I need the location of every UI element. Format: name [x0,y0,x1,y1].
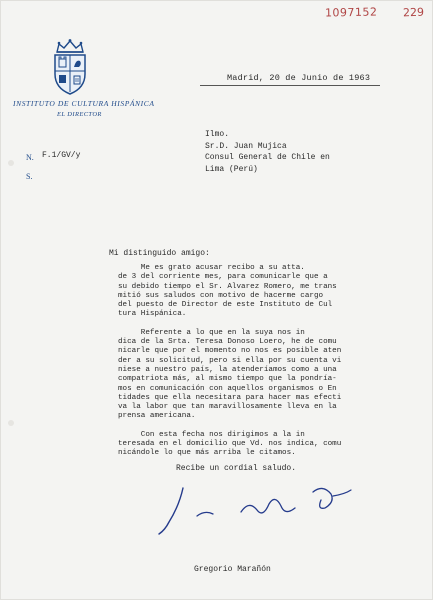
closing-line: Recibe un cordial saludo. [176,464,297,473]
director-label: EL DIRECTOR [57,111,102,118]
body-paragraph [118,431,388,459]
body-line: Referente a lo que en la suya nos in [118,328,305,337]
body-line: nicarle que por el momento no nos es posible aten [118,347,342,356]
body-line: teresada en el domicilio que Vd. nos indica, comu [118,440,342,449]
archive-page-number: 229 [402,5,425,20]
body-line: niese a nuestro país, la atenderíamos como a una [118,365,337,374]
date-underline [200,85,380,86]
punch-hole [8,160,14,166]
institute-name: INSTITUTO DE CULTURA HISPÁNICA [13,99,155,108]
body-line: Me es grato acusar recibo a su atta. [118,264,305,272]
salutation: Mi distinguido amigo: [109,249,210,258]
body-line: nicándole lo que más arriba le citamos. [118,449,296,458]
body-line: de 3 del corriente mes, para comunicarle que a [118,273,328,282]
reference-n-label: N. [26,153,34,162]
body-line: va la labor que tan maravillosamente lleva en la [118,403,337,412]
signer-name: Gregorio Marañón [194,565,271,574]
body-paragraph [118,264,388,320]
body-paragraph [118,329,388,422]
body-line: mos en comunicación con aquellos organismos o En [118,384,337,393]
body-line: su debido tiempo el Sr. Alvarez Romero, me trans [118,282,337,291]
body-line: tidades que ella necesitara para hacer mas efecti [118,393,342,402]
body-line: Con esta fecha nos dirigimos a la in [118,430,305,439]
letter-body [118,264,388,468]
recipient-block [205,129,330,175]
body-line: dica de la Srta. Teresa Donoso Loero, he de comu [118,338,337,347]
letter-date: Madrid, 20 de Junio de 1963 [227,73,371,83]
recipient-line: Sr.D. Juan Mujica [205,141,287,151]
recipient-line: Lima (Perú) [205,164,258,174]
body-line: del puesto de Director de este Instituto de Cul [118,301,333,310]
body-line: mitió sus saludos con motivo de hacerme cargo [118,291,324,300]
body-line: tura Hispánica. [118,310,187,319]
punch-hole [8,420,14,426]
body-line: der a su solicitud, pero si ella por su cuenta vi [118,356,342,365]
recipient-line: Consul General de Chile en [205,153,330,162]
archive-code: 1097152 [324,5,378,20]
signature-icon [145,480,365,540]
recipient-line: Ilmo. [205,130,230,139]
reference-s-label: S. [26,172,33,181]
body-line: compatriota más, al mismo tiempo que la pondría- [118,375,337,384]
coat-of-arms-icon [49,38,91,96]
body-line: prensa americana. [118,412,196,421]
reference-number: F.1/GV/y [42,151,81,160]
